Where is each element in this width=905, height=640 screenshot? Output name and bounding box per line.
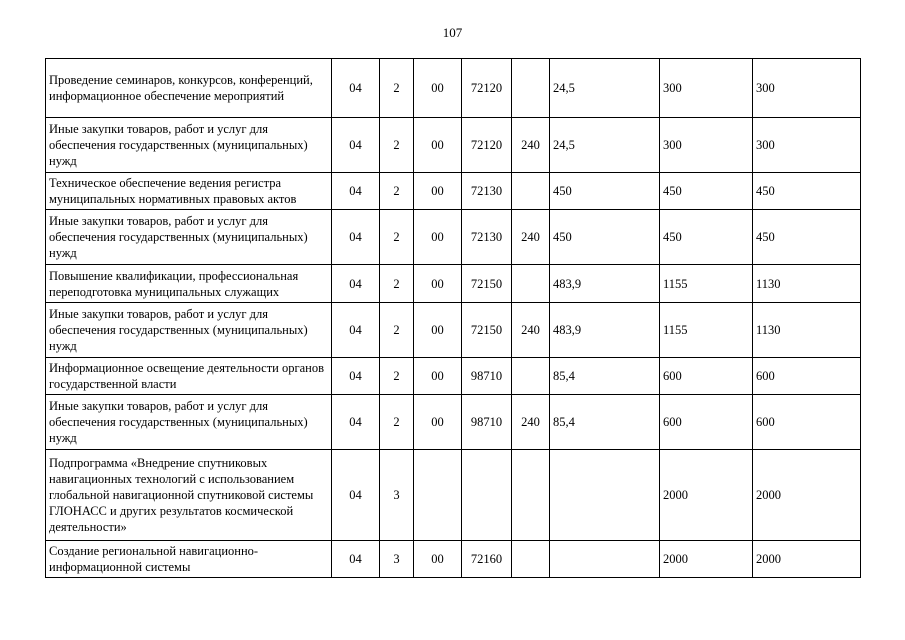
amount-year1-cell: 483,9 bbox=[550, 265, 660, 303]
main-event-code-cell: 00 bbox=[414, 118, 462, 173]
amount-year3-cell: 1130 bbox=[753, 303, 861, 358]
main-event-code-cell: 00 bbox=[414, 541, 462, 578]
row-name-cell: Проведение семинаров, конкурсов, конференций, информационное обеспечение мероприятий bbox=[46, 59, 332, 118]
expense-type-code-cell bbox=[512, 265, 550, 303]
amount-year1-cell bbox=[550, 541, 660, 578]
direction-code-cell: 72120 bbox=[462, 59, 512, 118]
row-name-cell: Иные закупки товаров, работ и услуг для обеспечения государственных (муниципальных) нужд bbox=[46, 303, 332, 358]
row-name-cell: Иные закупки товаров, работ и услуг для обеспечения государственных (муниципальных) нужд bbox=[46, 395, 332, 450]
amount-year1-cell: 450 bbox=[550, 173, 660, 210]
table-row bbox=[46, 358, 861, 395]
row-name-cell: Подпрограмма «Внедрение спутниковых навигационных технологий с использованием глобальной навигационной спутниковой системы ГЛОНАСС и других результатов космической деятельности» bbox=[46, 450, 332, 541]
main-event-code-cell: 00 bbox=[414, 303, 462, 358]
expense-type-code-cell bbox=[512, 59, 550, 118]
amount-year3-cell: 300 bbox=[753, 59, 861, 118]
amount-year2-cell: 450 bbox=[660, 210, 753, 265]
expense-type-code-cell: 240 bbox=[512, 303, 550, 358]
amount-year2-cell: 300 bbox=[660, 118, 753, 173]
section-code-cell: 04 bbox=[332, 265, 380, 303]
expense-type-code-cell bbox=[512, 450, 550, 541]
subprogram-code-cell: 2 bbox=[380, 265, 414, 303]
subprogram-code-cell: 3 bbox=[380, 450, 414, 541]
table-row bbox=[46, 303, 861, 358]
table-row bbox=[46, 173, 861, 210]
amount-year1-cell bbox=[550, 450, 660, 541]
section-code-cell: 04 bbox=[332, 541, 380, 578]
expense-type-code-cell: 240 bbox=[512, 210, 550, 265]
budget-table bbox=[45, 58, 861, 578]
subprogram-code-cell: 2 bbox=[380, 59, 414, 118]
direction-code-cell bbox=[462, 450, 512, 541]
row-name-cell: Иные закупки товаров, работ и услуг для обеспечения государственных (муниципальных) нужд bbox=[46, 118, 332, 173]
amount-year2-cell: 2000 bbox=[660, 450, 753, 541]
main-event-code-cell: 00 bbox=[414, 59, 462, 118]
section-code-cell: 04 bbox=[332, 395, 380, 450]
amount-year1-cell: 24,5 bbox=[550, 59, 660, 118]
section-code-cell: 04 bbox=[332, 210, 380, 265]
table-row bbox=[46, 541, 861, 578]
main-event-code-cell: 00 bbox=[414, 173, 462, 210]
row-name-cell: Иные закупки товаров, работ и услуг для обеспечения государственных (муниципальных) нужд bbox=[46, 210, 332, 265]
expense-type-code-cell bbox=[512, 541, 550, 578]
subprogram-code-cell: 2 bbox=[380, 118, 414, 173]
table-row bbox=[46, 118, 861, 173]
amount-year2-cell: 300 bbox=[660, 59, 753, 118]
subprogram-code-cell: 3 bbox=[380, 541, 414, 578]
amount-year2-cell: 1155 bbox=[660, 303, 753, 358]
row-name-cell: Техническое обеспечение ведения регистра муниципальных нормативных правовых актов bbox=[46, 173, 332, 210]
row-name-cell: Повышение квалификации, профессиональная переподготовка муниципальных служащих bbox=[46, 265, 332, 303]
amount-year3-cell: 450 bbox=[753, 210, 861, 265]
direction-code-cell: 98710 bbox=[462, 395, 512, 450]
amount-year3-cell: 300 bbox=[753, 118, 861, 173]
subprogram-code-cell: 2 bbox=[380, 358, 414, 395]
section-code-cell: 04 bbox=[332, 303, 380, 358]
expense-type-code-cell: 240 bbox=[512, 395, 550, 450]
direction-code-cell: 72150 bbox=[462, 265, 512, 303]
section-code-cell: 04 bbox=[332, 118, 380, 173]
expense-type-code-cell bbox=[512, 173, 550, 210]
subprogram-code-cell: 2 bbox=[380, 395, 414, 450]
subprogram-code-cell: 2 bbox=[380, 210, 414, 265]
section-code-cell: 04 bbox=[332, 173, 380, 210]
amount-year1-cell: 24,5 bbox=[550, 118, 660, 173]
amount-year3-cell: 600 bbox=[753, 358, 861, 395]
table-row bbox=[46, 59, 861, 118]
main-event-code-cell: 00 bbox=[414, 265, 462, 303]
section-code-cell: 04 bbox=[332, 59, 380, 118]
direction-code-cell: 72160 bbox=[462, 541, 512, 578]
subprogram-code-cell: 2 bbox=[380, 173, 414, 210]
expense-type-code-cell bbox=[512, 358, 550, 395]
main-event-code-cell: 00 bbox=[414, 210, 462, 265]
table-row bbox=[46, 265, 861, 303]
main-event-code-cell: 00 bbox=[414, 395, 462, 450]
row-name-cell: Создание региональной навигационно-информационной системы bbox=[46, 541, 332, 578]
amount-year2-cell: 2000 bbox=[660, 541, 753, 578]
amount-year1-cell: 450 bbox=[550, 210, 660, 265]
amount-year2-cell: 600 bbox=[660, 395, 753, 450]
section-code-cell: 04 bbox=[332, 450, 380, 541]
direction-code-cell: 72120 bbox=[462, 118, 512, 173]
section-code-cell: 04 bbox=[332, 358, 380, 395]
amount-year1-cell: 483,9 bbox=[550, 303, 660, 358]
main-event-code-cell: 00 bbox=[414, 358, 462, 395]
amount-year3-cell: 1130 bbox=[753, 265, 861, 303]
amount-year1-cell: 85,4 bbox=[550, 358, 660, 395]
amount-year3-cell: 450 bbox=[753, 173, 861, 210]
direction-code-cell: 98710 bbox=[462, 358, 512, 395]
row-name-cell: Информационное освещение деятельности органов государственной власти bbox=[46, 358, 332, 395]
subprogram-code-cell: 2 bbox=[380, 303, 414, 358]
amount-year3-cell: 600 bbox=[753, 395, 861, 450]
page-number: 107 bbox=[442, 25, 463, 40]
amount-year2-cell: 600 bbox=[660, 358, 753, 395]
table-row bbox=[46, 210, 861, 265]
table-row bbox=[46, 395, 861, 450]
direction-code-cell: 72130 bbox=[462, 173, 512, 210]
main-event-code-cell bbox=[414, 450, 462, 541]
amount-year2-cell: 450 bbox=[660, 173, 753, 210]
expense-type-code-cell: 240 bbox=[512, 118, 550, 173]
amount-year3-cell: 2000 bbox=[753, 450, 861, 541]
table-row bbox=[46, 450, 861, 541]
direction-code-cell: 72130 bbox=[462, 210, 512, 265]
amount-year2-cell: 1155 bbox=[660, 265, 753, 303]
amount-year1-cell: 85,4 bbox=[550, 395, 660, 450]
direction-code-cell: 72150 bbox=[462, 303, 512, 358]
amount-year3-cell: 2000 bbox=[753, 541, 861, 578]
